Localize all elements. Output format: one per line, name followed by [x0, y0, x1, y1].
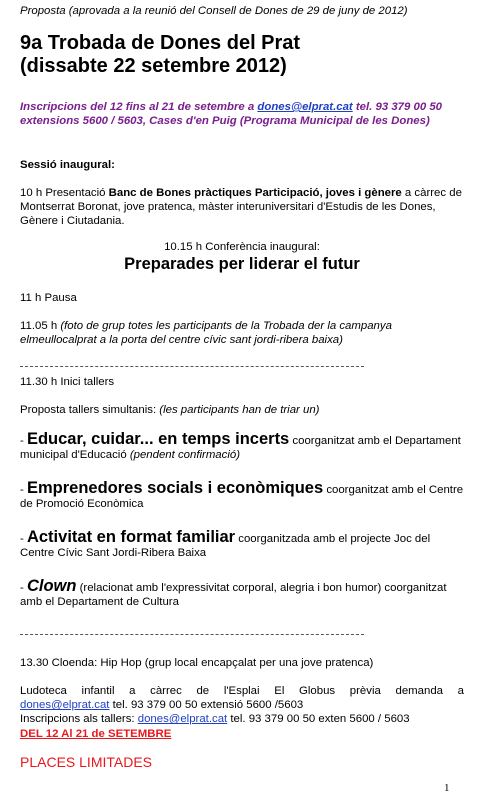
workshop-organizer: coorganitzat amb el Centre de Promoció Econòmica [20, 484, 464, 511]
registration-info [20, 100, 464, 128]
workshop-title: Emprenedores socials i econòmiques [26, 479, 324, 497]
opening-presentation [20, 186, 464, 229]
workshops-proposal [20, 403, 464, 417]
registration-phone: tel. 93 379 00 50 exten 5600 / 5603 [227, 713, 410, 726]
opening-heading: Sessió inaugural: [20, 159, 115, 171]
photo-description: (foto de grup totes les participants de la Trobada der la campanya elmeullocalprat a la porta del centre cívic sant jordi-ribera baixa) [20, 320, 392, 347]
group-photo-item [20, 319, 464, 347]
workshop-dash: - [20, 435, 27, 447]
ludoteca-line: Ludoteca infantil a càrrec de l'Esplai El Globus prèvia demanda a [20, 685, 464, 697]
workshop-organizer: coorganitzada amb el projecte Joc del Centre Cívic Sant Jordi-Ribera Baixa [20, 533, 431, 560]
page-title [20, 32, 464, 78]
workshop-dash: - [20, 533, 27, 545]
workshop-title: Activitat en format familiar [26, 528, 236, 546]
photo-time: 11.05 h [20, 320, 61, 332]
workshop-dash: - [20, 582, 27, 594]
proposal-instruction: (les participants han de triar un) [159, 404, 320, 416]
workshop-note: (pendent confirmació) [129, 449, 240, 462]
workshop-item-activitat [20, 530, 464, 560]
ludoteca-info [20, 684, 464, 741]
limited-places: PLACES LIMITADES [20, 754, 153, 770]
ludoteca-email-link[interactable]: dones@elprat.cat [20, 699, 110, 712]
workshop-item-educar [20, 432, 464, 462]
conference-label: 10.15 h Conferència inaugural: [164, 241, 320, 253]
inaugural-conference [20, 240, 464, 274]
title-line-2: (dissabte 22 setembre 2012) [20, 55, 287, 77]
workshop-item-emprenedores [20, 481, 464, 511]
ludoteca-contact [20, 698, 464, 712]
dashed-separator-2 [20, 634, 364, 635]
registration-email-link[interactable]: dones@elprat.cat [257, 101, 353, 113]
presentation-time: 10 h Presentació [20, 187, 109, 199]
closing-item: 13.30 Cloenda: Hip Hop (grup local encapçalat per una jove pratenca) [20, 657, 374, 669]
workshop-organizer: coorganitzat amb el Departament municipal d'Educació [20, 435, 461, 462]
proposal-note: Proposta (aprovada a la reunió del Consell de Dones de 29 de juny de 2012) [20, 5, 408, 17]
registration-dates: DEL 12 Al 21 de SETEMBRE [20, 727, 172, 740]
dashed-separator-1 [20, 366, 364, 367]
workshop-registration [20, 712, 464, 726]
presentation-title: Banc de Bones pràctiques Participació, joves i gènere [108, 187, 402, 199]
workshop-dash: - [20, 484, 27, 496]
workshop-item-clown [20, 579, 464, 609]
workshop-email-link[interactable]: dones@elprat.cat [137, 713, 228, 726]
workshop-organizer: (relacionat amb l'expressivitat corporal, alegria i bon humor) coorganitzat amb el Departament de Cultura [20, 582, 447, 609]
conference-title: Preparades per liderar el futur [124, 255, 360, 274]
page-number: 1 [444, 782, 450, 794]
registration-suffix: tel. 93 379 00 50 extensions 5600 / 5603, Cases d'en Puig (Programa Municipal de les Dones) [20, 101, 443, 128]
workshop-title: Clown [26, 577, 77, 595]
title-line-1: 9a Trobada de Dones del Prat [20, 32, 301, 54]
workshops-start: 11.30 h Inici tallers [20, 376, 115, 388]
ludoteca-phone: tel. 93 379 00 50 extensió 5600 /5603 [109, 699, 304, 712]
proposal-label: Proposta tallers simultanis: [20, 404, 160, 416]
registration-prefix: Inscripcions del 12 fins al 21 de setembre a [20, 101, 258, 113]
pause-item: 11 h Pausa [20, 292, 77, 304]
registration-label: Inscripcions als tallers: [20, 713, 138, 726]
presentation-details: a càrrec de Montserrat Boronat, jove pratenca, màster interuniversitari d'Estudis de les Dones, Gènere i Ciutadania. [20, 187, 462, 228]
workshop-title: Educar, cuidar... en temps incerts [26, 430, 290, 448]
